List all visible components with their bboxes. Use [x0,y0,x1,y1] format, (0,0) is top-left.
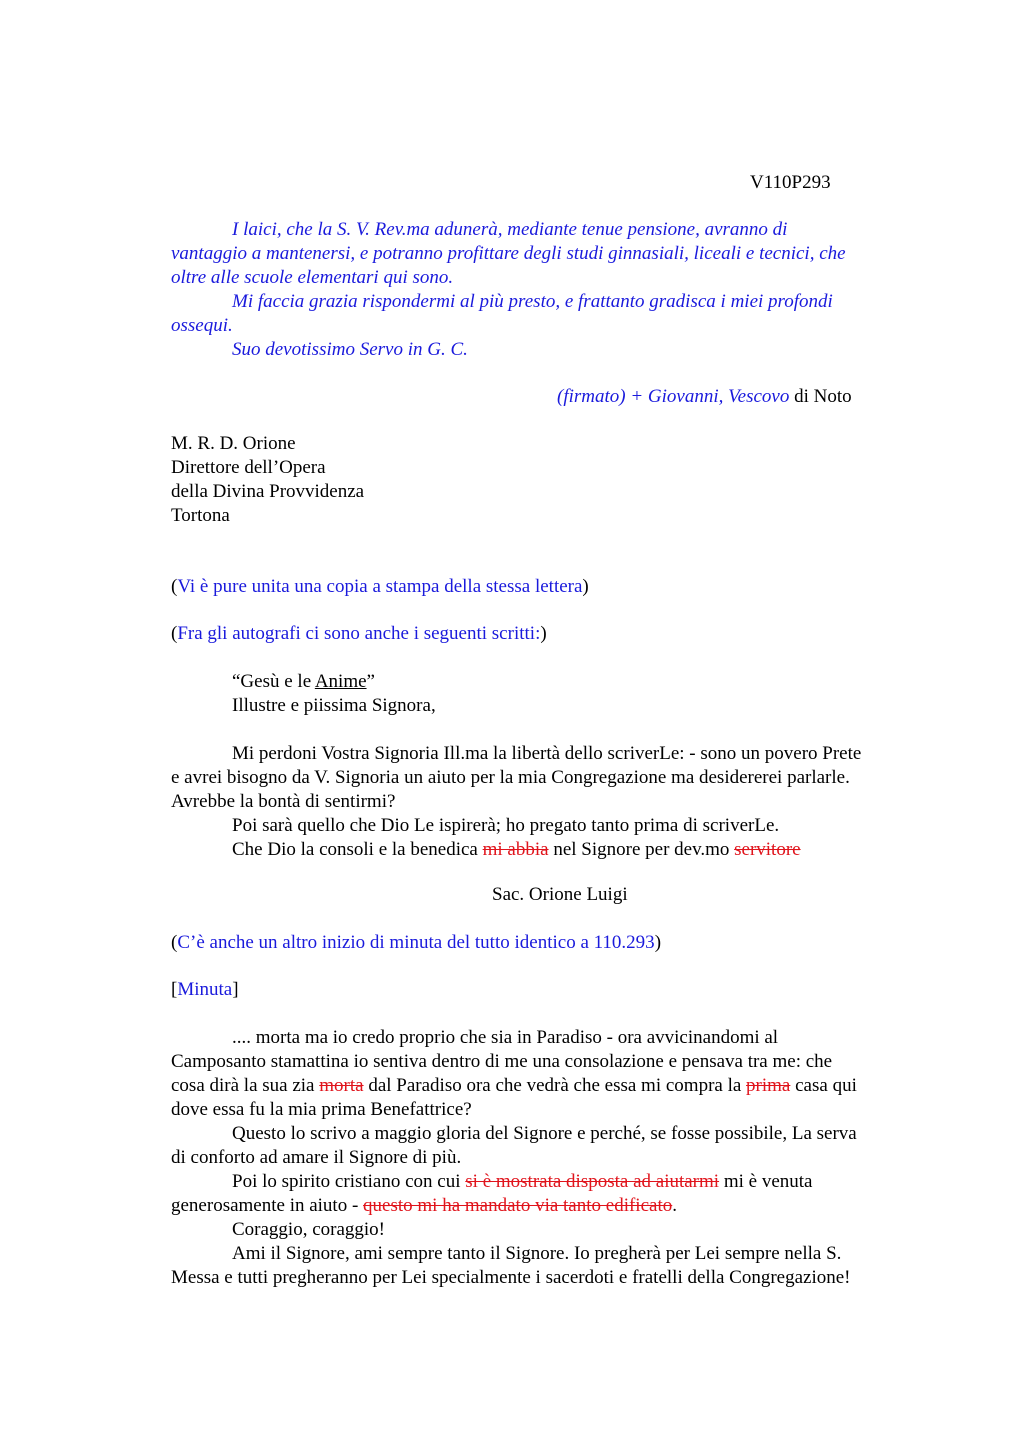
minuta-text-span: Poi lo spirito cristiano con cui [232,1171,466,1192]
deleted-text: servitore [734,839,801,860]
bishop-letter-closing: Suo devotissimo Servo in G. C. [232,339,468,360]
letter-salutation: Illustre e piissima Signora, [232,695,436,716]
editorial-note-copy [171,575,931,599]
note-text: Vi è pure unita una copia a stampa della stessa lettera [177,576,583,597]
deleted-text: morta [319,1075,364,1096]
note-bracket-open: [ [171,979,178,1000]
blank-line [171,718,931,742]
minuta-line: dove essa fu la mia prima Benefattrice? [171,1099,472,1120]
minuta-line [171,1074,931,1098]
minuta-line: .... morta ma io credo proprio che sia in Paradiso - ora avvicinandomi al [232,1027,779,1048]
bishop-letter [171,218,931,362]
note-text: C’è anche un altro inizio di minuta del tutto identico a 110.293 [177,932,655,953]
bishop-letter-line: vantaggio a mantenersi, e potranno profittare degli studi ginnasiali, liceali e tecnici, che [171,243,846,264]
minuta-line: Questo lo scrivo a maggio gloria del Signore e perché, se fosse possibile, La serva [232,1123,857,1144]
bishop-letter-line: Mi faccia grazia rispondermi al più presto, e frattanto gradisca i miei profondi [232,291,833,312]
note-bracket-open: ( [171,623,178,644]
deleted-text: prima [746,1075,791,1096]
bishop-signature-see: di Noto [789,386,852,407]
minuta-line [171,1194,931,1218]
letter-line: Mi perdoni Vostra Signoria Ill.ma la libertà dello scriverLe: - sono un povero Prete [232,743,862,764]
letter-line: Poi sarà quello che Dio Le ispirerà; ho pregato tanto prima di scriverLe. [232,815,780,836]
page-identifier: V110P293 [750,172,831,193]
letter-line: e avrei bisogno da V. Signoria un aiuto per la mia Congregazione ma desidererei parlarle. [171,767,850,788]
note-bracket-close: ) [654,932,662,953]
editorial-note-autographs [171,622,931,646]
minuta-line [171,1170,931,1194]
minuta-line: Coraggio, coraggio! [232,1219,386,1240]
letter-heading-post: ” [366,671,375,692]
deleted-text: si è mostrata disposta ad aiutarmi [465,1171,720,1192]
minuta-line: di conforto ad amare il Signore di più. [171,1147,462,1168]
bishop-letter-line: oltre alle scuole elementari qui sono. [171,267,454,288]
bishop-signature-name: (firmato) + Giovanni, Vescovo [557,386,790,407]
address-line: Tortona [171,505,230,526]
bishop-signature [557,385,852,409]
letter-signature: Sac. Orione Luigi [492,884,628,905]
minuta-text-span: generosamente in aiuto - [171,1195,364,1216]
editorial-note-other [171,931,931,955]
letter-line: Avrebbe la bontà di sentirmi? [171,791,396,812]
letter-heading-underlined: Anime [314,671,367,692]
deleted-text: mi abbia [482,839,549,860]
note-bracket-open: ( [171,932,178,953]
address-line: Direttore dell’Opera [171,457,326,478]
note-bracket-close: ) [540,623,547,644]
note-text: Fra gli autografi ci sono anche i seguenti scritti: [177,623,541,644]
minuta-line: Messa e tutti pregheranno per Lei specialmente i sacerdoti e fratelli della Congregazione! [171,1267,851,1288]
minuta-line: Ami il Signore, ami sempre tanto il Signore. Io pregherà per Lei sempre nella S. [232,1243,842,1264]
minuta-text-span: mi è venuta [719,1171,813,1192]
deleted-text: questo mi ha mandato via tanto edificato [363,1195,673,1216]
minuta-text-span: casa qui [790,1075,857,1096]
letter-orione [171,670,931,862]
letter-heading-pre: “Gesù e le [232,671,315,692]
editorial-note-minuta [171,978,931,1002]
bishop-letter-line: I laici, che la S. V. Rev.ma adunerà, mediante tenue pensione, avranno di [232,219,788,240]
note-bracket-close: ) [582,576,589,597]
letter-text: Che Dio la consoli e la benedica [232,839,483,860]
note-bracket-open: ( [171,576,178,597]
minuta-text-span: dal Paradiso ora che vedrà che essa mi compra la [363,1075,747,1096]
address-line: della Divina Provvidenza [171,481,365,502]
note-bracket-close: ] [232,979,239,1000]
minuta-line: Camposanto stamattina io sentiva dentro di me una consolazione e pensava tra me: che [171,1051,833,1072]
letter-text: nel Signore per dev.mo [548,839,735,860]
letter-line [171,838,931,862]
note-text: Minuta [177,979,233,1000]
minuta-text [171,1026,931,1290]
minuta-text-span: cosa dirà la sua zia [171,1075,320,1096]
letter-heading [171,670,931,694]
bishop-letter-line: ossequi. [171,315,233,336]
address-line: M. R. D. Orione [171,433,296,454]
address-block [171,432,931,528]
minuta-text-span: . [672,1195,677,1216]
